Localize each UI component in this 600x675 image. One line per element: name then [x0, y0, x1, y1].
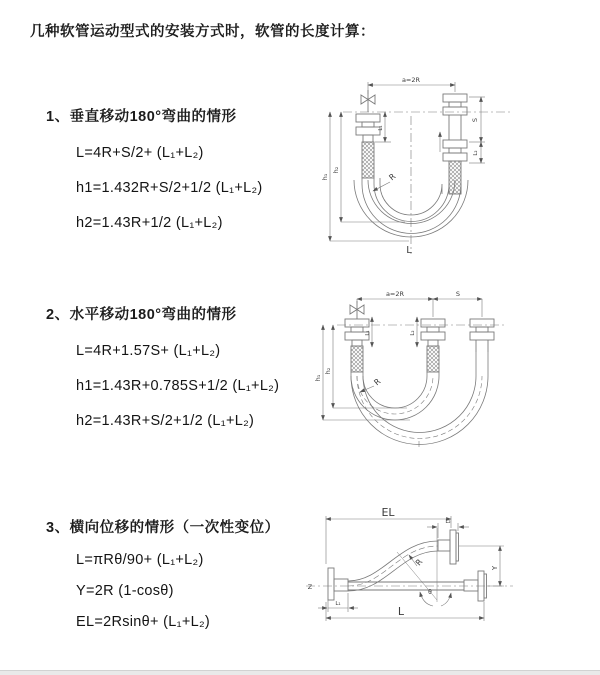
section-1-heading: 1、垂直移动180°弯曲的情形: [46, 109, 237, 125]
section-horizontal-movement: [46, 303, 326, 429]
formula-h2: h2=1.43R+S/2+1/2 (L₁+L₂): [76, 413, 255, 429]
radius-label: R: [413, 557, 425, 568]
formula-l: L=4R+S/2+ (L₁+L₂): [76, 145, 204, 161]
formula-el: EL=2Rsinθ+ (L₁+L₂): [76, 614, 211, 630]
dim-label-y: Y: [491, 565, 499, 571]
dim-label-h1: h₁: [321, 173, 329, 181]
section-vertical-movement: [46, 105, 326, 231]
axis-label: Z: [307, 583, 313, 591]
page-title: 几种软管运动型式的安装方式时，软管的长度计算：: [30, 24, 375, 40]
dim-label-s: S: [455, 290, 461, 298]
length-label: L: [406, 245, 412, 256]
radius-label: R: [372, 376, 383, 388]
dim-label-el: EL: [381, 506, 395, 519]
formula-h2: h2=1.43R+1/2 (L₁+L₂): [76, 215, 223, 231]
left-flange: [328, 568, 348, 600]
moving-end-fitting-position1: [421, 319, 445, 372]
left-hose-fitting: [356, 114, 380, 178]
radius-leader: [373, 182, 390, 191]
dim-label-h2: h₂: [324, 367, 332, 375]
dim-label-l: L: [397, 605, 405, 618]
section-3-heading: 3、横向位移的情形（一次性变位）: [46, 520, 280, 536]
diagram-lateral-displacement: [298, 502, 598, 657]
formula-l: L=4R+1.57S+ (L₁+L₂): [76, 343, 221, 359]
formula-l: L=πRθ/90+ (L₁+L₂): [76, 552, 204, 568]
angle-label: θ: [428, 589, 432, 596]
valve-icon: [350, 301, 364, 319]
dimension-l: [326, 602, 484, 621]
right-hose-fitting-upper: [443, 94, 467, 140]
dimension-a2r: [357, 299, 482, 317]
right-flange-displaced: [438, 530, 459, 564]
section-lateral-displacement: [46, 516, 326, 630]
formula-h1: h1=1.432R+S/2+1/2 (L₁+L₂): [76, 180, 263, 196]
hose-s-curve: [348, 541, 438, 591]
diagram-horizontal-180-bend: [312, 286, 600, 458]
dimension-l2: [427, 523, 469, 538]
page-bottom-edge: [0, 670, 600, 675]
dim-label-h2: h₂: [332, 166, 340, 174]
dimension-h1: [323, 325, 410, 420]
dim-label-a2r: a=2R: [385, 290, 405, 298]
dim-label-l1: L₁: [335, 601, 341, 607]
dim-label-l1: L₁: [378, 125, 384, 131]
formula-h1: h1=1.43R+0.785S+1/2 (L₁+L₂): [76, 378, 280, 394]
dim-label-l2: L₂: [410, 330, 416, 336]
radius-label: R: [387, 171, 398, 183]
formula-y: Y=2R (1-cosθ): [76, 583, 174, 599]
dim-label-s: S: [471, 117, 479, 123]
section-2-heading: 2、水平移动180°弯曲的情形: [46, 307, 237, 323]
diagram-vertical-180-bend: [305, 72, 555, 262]
dim-label-l2: L₂: [445, 519, 451, 525]
fixed-end-fitting: [345, 319, 369, 372]
dimension-el: [326, 516, 451, 564]
hose-u-bend-position1: [351, 372, 439, 420]
angle-arc-arrows: [420, 592, 451, 606]
dim-label-l1: L₁: [365, 330, 371, 336]
dim-label-h1: h₁: [314, 374, 322, 382]
moving-end-fitting-position2: [470, 319, 494, 352]
dim-label-a2r: a=2R: [401, 76, 421, 84]
dim-label-l2: L₂: [473, 150, 479, 156]
